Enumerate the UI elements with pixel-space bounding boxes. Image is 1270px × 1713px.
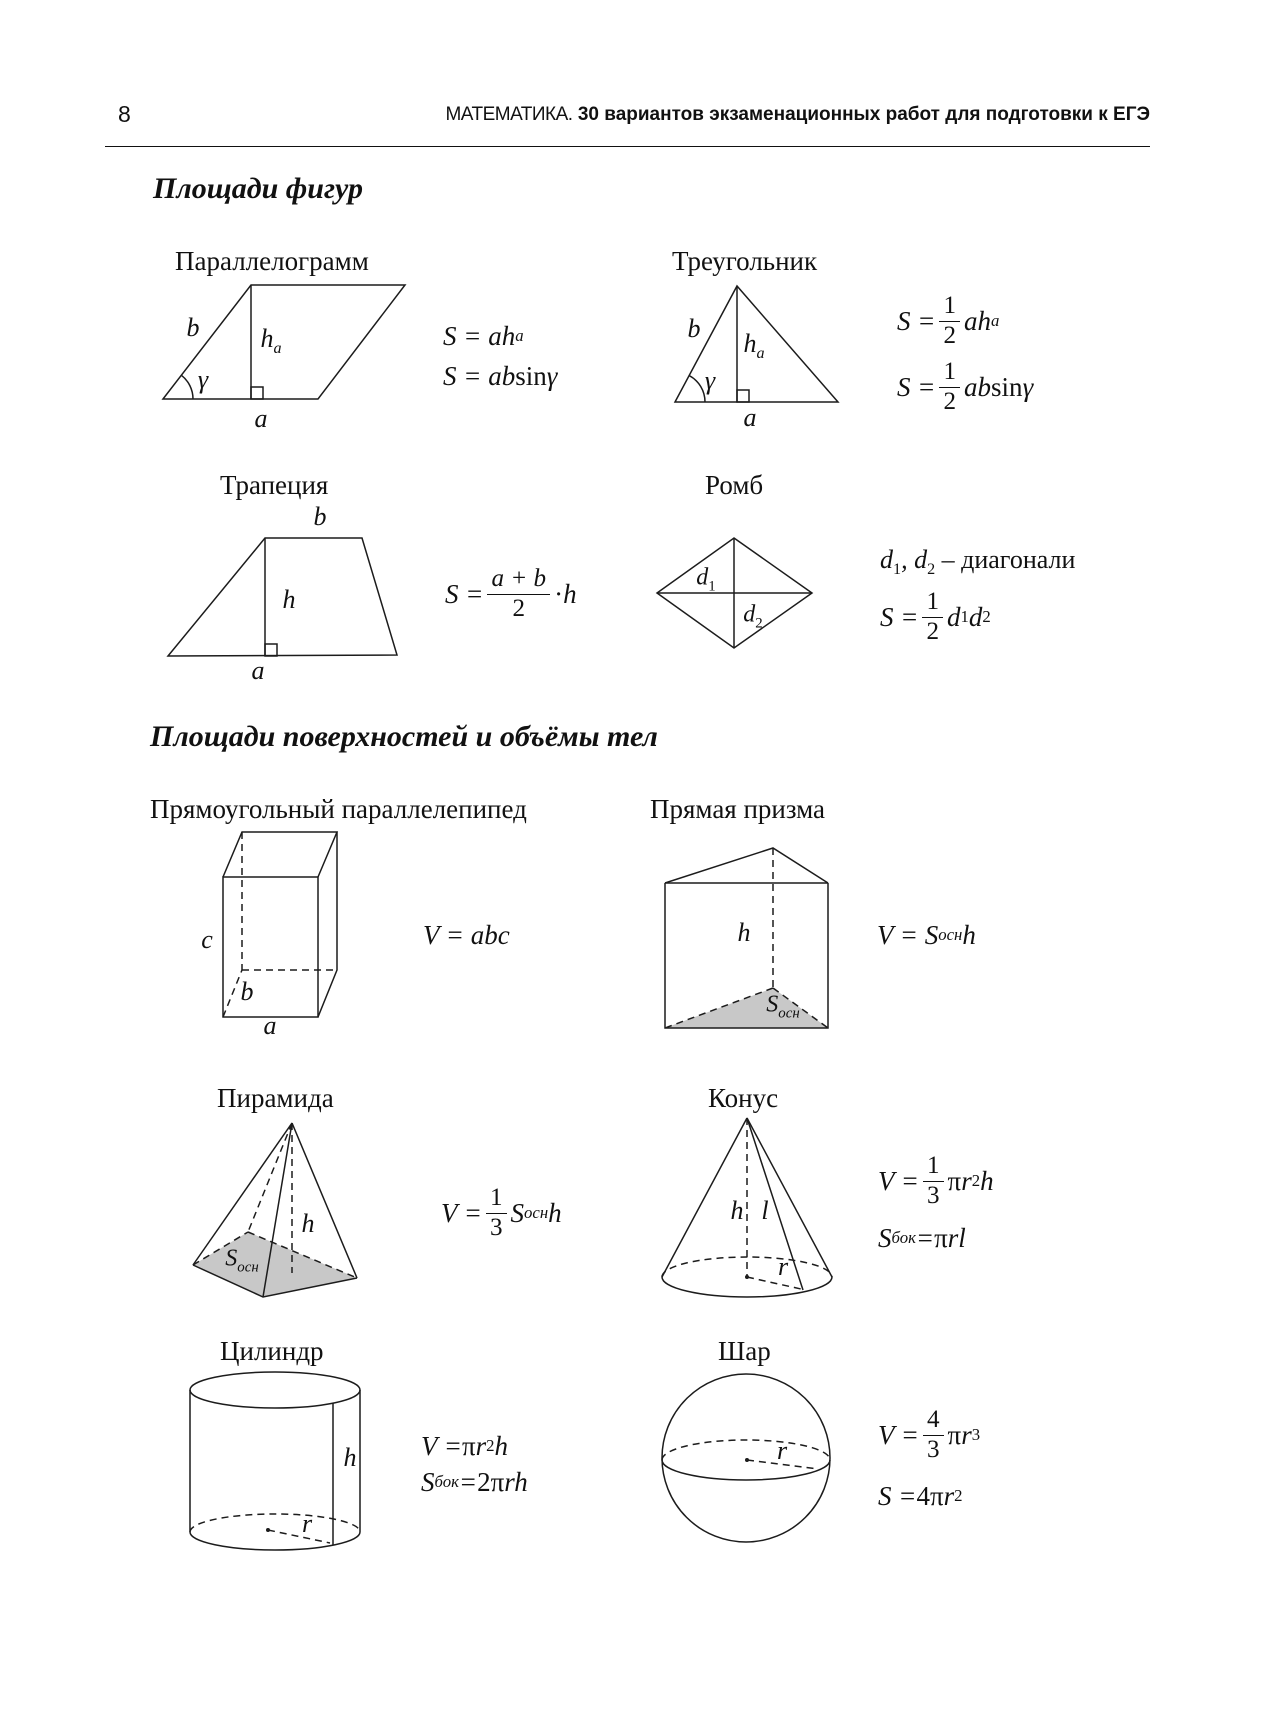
triangle-formula-1: S = $\frac{1}{2}$ ah a [897, 292, 1000, 349]
box-label-c: c [201, 925, 213, 954]
sphere-formulas [878, 1402, 980, 1524]
rhombus-label-d2: $d_2$ [743, 601, 763, 632]
rhombus-formula: S = $\frac{1}{2}$ d 1 d 2 [880, 588, 991, 645]
running-header-title: 30 вариантов экзаменационных работ для подготовки к ЕГЭ [572, 104, 1150, 125]
cone-title: Конус [708, 1083, 779, 1113]
sphere-formula-2: S = 4π r 2 [878, 1480, 963, 1511]
running-header-brand: МАТЕМАТИКА. [445, 104, 573, 125]
cylinder-formula-1: V = π r 2 h [421, 1430, 509, 1461]
sphere-title: Шар [718, 1336, 771, 1366]
cone-formula-1: V = $\frac{1}{3}$ π r 2 h [878, 1152, 994, 1209]
section-title-areas: Площади фигур [153, 172, 363, 205]
cone-label-r: r [777, 1252, 789, 1281]
cylinder-diagram [185, 1368, 365, 1553]
prism-label-h: h [737, 918, 751, 947]
triangle-title: Треугольник [672, 246, 818, 276]
trapezoid-formulas [445, 565, 577, 623]
pyramid-diagram [180, 1115, 380, 1305]
cylinder-title: Цилиндр [220, 1336, 324, 1366]
triangle-label-gamma: γ [704, 366, 716, 395]
pyramid-label-base: $S_{осн}$ [225, 1245, 259, 1276]
prism-label-base: $S_{осн}$ [766, 991, 800, 1022]
trapezoid-diagram [145, 530, 415, 662]
triangle-formula-2: S = $\frac{1}{2}$ ab sin γ [897, 358, 1034, 415]
rhombus-diagram [650, 530, 825, 655]
cone-label-h: h [730, 1196, 744, 1225]
trapezoid-label-h: h [282, 585, 296, 614]
triangle-formulas [897, 288, 1033, 420]
triangle-diagram [610, 275, 850, 407]
triangle-label-a: a [743, 403, 757, 432]
parallelogram-formula-2: S = ab sin γ [443, 360, 558, 391]
trapezoid-formula: S = $\frac{a + b}{2}$ · h [445, 565, 577, 622]
cone-diagram [655, 1110, 845, 1302]
prism-formulas [877, 917, 976, 953]
pyramid-title: Пирамида [217, 1083, 334, 1113]
cone-formula-2: S бок = π rl [878, 1222, 966, 1253]
trapezoid-label-b: b [313, 502, 327, 531]
cylinder-formula-2: S бок = 2π rh [421, 1466, 528, 1497]
parallelogram-title: Параллелограмм [175, 246, 369, 276]
pyramid-formula: V = $\frac{1}{3}$ S осн h [441, 1184, 562, 1241]
running-header [200, 104, 1150, 126]
section-title-volumes: Площади поверхностей и объёмы тел [150, 720, 658, 753]
rhombus-label-d1: $d_1$ [696, 564, 716, 595]
page-number: 8 [118, 101, 131, 127]
triangle-label-h: $h_a$ [743, 328, 765, 363]
sphere-label-r: r [776, 1436, 788, 1465]
rhombus-note: $d_1$, $d_2$ – диагонали [880, 545, 1076, 579]
sphere-formula-1: V = $\frac{4}{3}$ π r 3 [878, 1406, 981, 1463]
cylinder-label-h: h [343, 1443, 357, 1472]
parallelogram-formula-1: S = ah a [443, 320, 524, 351]
header-rule [105, 146, 1150, 147]
parallelogram-label-a: a [254, 404, 268, 433]
prism-formula: V = S осн h [877, 919, 976, 950]
cylinder-label-r: r [301, 1509, 313, 1538]
rhombus-title: Ромб [705, 470, 764, 500]
box-diagram [210, 825, 350, 1023]
cone-label-l: l [761, 1196, 769, 1225]
parallelogram-label-b: b [186, 313, 200, 342]
box-title: Прямоугольный параллелепипед [150, 794, 527, 824]
trapezoid-label-a: a [251, 656, 265, 685]
parallelogram-label-h: $h_a$ [260, 323, 282, 358]
trapezoid-title: Трапеция [220, 470, 329, 500]
triangle-label-b: b [687, 314, 701, 343]
parallelogram-formulas [443, 316, 557, 396]
box-formula: V = abc [423, 919, 510, 950]
parallelogram-label-gamma: γ [197, 365, 209, 394]
rhombus-formulas [880, 584, 991, 650]
cylinder-formulas [421, 1428, 528, 1500]
prism-title: Прямая призма [650, 794, 826, 824]
pyramid-label-h: h [301, 1209, 315, 1238]
pyramid-formulas [441, 1180, 562, 1246]
sphere-diagram [660, 1368, 835, 1548]
box-label-a: a [263, 1011, 277, 1040]
box-label-b: b [240, 977, 254, 1006]
box-formulas [423, 921, 510, 949]
cone-formulas [878, 1148, 994, 1262]
